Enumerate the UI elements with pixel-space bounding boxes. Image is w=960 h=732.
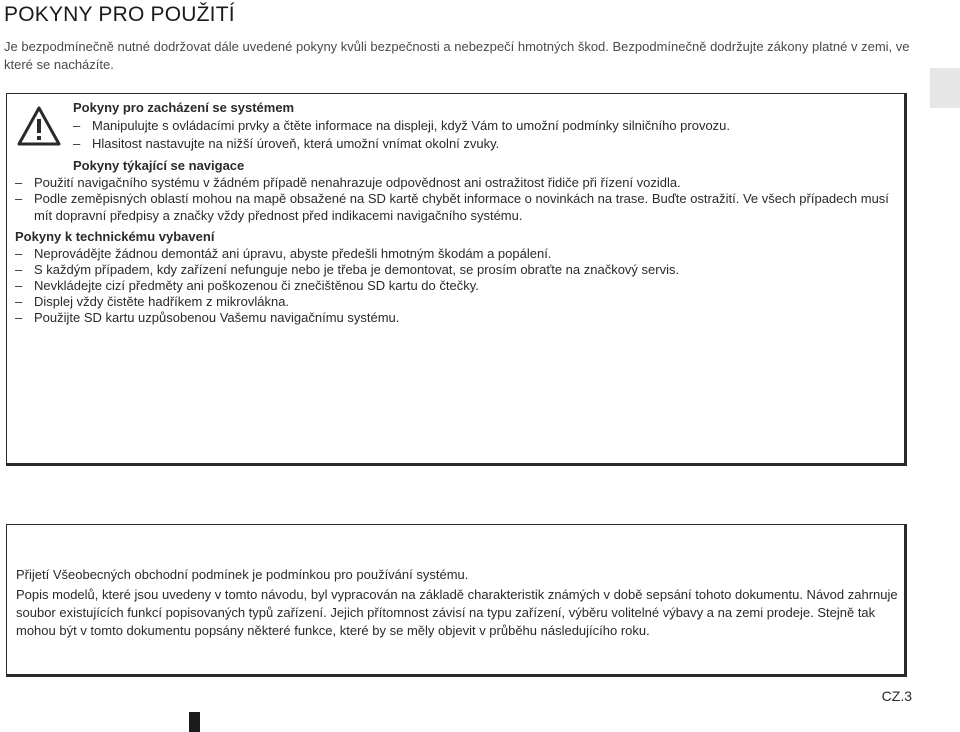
bullet-dash: – — [15, 246, 23, 261]
warning-box — [6, 93, 907, 466]
description-paragraph: Popis modelů, které jsou uvedeny v tomto návodu, byl vypracován na základě charakteristik známých v době sepsání tohoto dokumentu. Návod zahrnuje soubor existujících funkcí popisovaných typů zařízení. Jejich přítomnost závisí na typu zařízení, výběru volitelné výbavy a na zemi prodeje. Stejně tak mohou být v tomto dokumentu popsány některé funkce, které by se měly objevit v průběhu následujícího roku. — [16, 587, 898, 638]
list-item — [15, 190, 895, 224]
list-item-text: Neprovádějte žádnou demontáž ani úpravu, abyste předešli hmotným škodám a popálení. — [34, 246, 552, 261]
bullet-dash: – — [73, 118, 81, 133]
intro-paragraph: Je bezpodmínečně nutné dodržovat dále uvedené pokyny kvůli bezpečnosti a nebezpečí hmotných škod. Bezpodmínečně dodržujte zákony platné v zemi, ve které se nacházíte. — [4, 39, 910, 72]
section-title-navigation: Pokyny týkající se navigace — [73, 158, 245, 173]
list-item — [15, 293, 895, 310]
list-item — [73, 135, 893, 152]
bullet-dash: – — [73, 136, 81, 151]
bullet-dash: – — [15, 294, 23, 309]
list-item-text: Podle zeměpisných oblastí mohou na mapě obsažené na SD kartě chybět informace o novinkách na trase. Buďte ostražití. Ve všech případech musí mít dopravní předpisy a značky vždy přednost před indikacemi navigačního systému. — [34, 191, 889, 223]
list-item-text: Hlasitost nastavujte na nižší úroveň, která umožní vnímat okolní zvuky. — [92, 136, 500, 151]
bullet-dash: – — [15, 278, 23, 293]
page-number: CZ.3 — [881, 688, 912, 704]
section-tab-marker — [930, 68, 960, 108]
bullet-dash: – — [15, 191, 23, 206]
list-item — [15, 245, 895, 262]
footer-marker — [189, 712, 200, 732]
list-item — [15, 277, 895, 294]
list-item — [73, 117, 893, 134]
section-title-system: Pokyny pro zacházení se systémem — [73, 100, 295, 115]
bullet-dash: – — [15, 262, 23, 277]
list-item — [15, 174, 895, 191]
list-item-text: Manipulujte s ovládacími prvky a čtěte informace na displeji, když Vám to umožní podmínky silničního provozu. — [92, 118, 731, 133]
list-item-text: S každým případem, kdy zařízení nefunguje nebo je třeba je demontovat, se prosím obraťte na značkový servis. — [34, 262, 680, 277]
section-title-equipment: Pokyny k technickému vybavení — [15, 229, 215, 244]
list-item-text: Displej vždy čistěte hadříkem z mikrovlákna. — [34, 294, 290, 309]
terms-paragraph: Přijetí Všeobecných obchodní podmínek je podmínkou pro používání systému. — [16, 567, 469, 582]
page-title: POKYNY PRO POUŽITÍ — [4, 3, 235, 26]
list-item-text: Nevkládejte cizí předměty ani poškozenou či znečištěnou SD kartu do čtečky. — [34, 278, 479, 293]
list-item — [15, 309, 895, 326]
list-item-text: Použijte SD kartu uzpůsobenou Vašemu navigačnímu systému. — [34, 310, 400, 325]
bullet-dash: – — [15, 310, 23, 325]
list-item-text: Použití navigačního systému v žádném případě nenahrazuje odpovědnost ani ostražitost řidiče při řízení vozidla. — [34, 175, 681, 190]
bullet-dash: – — [15, 175, 23, 190]
terms-box — [6, 524, 907, 677]
warning-triangle-icon — [17, 106, 61, 146]
list-item — [15, 261, 895, 278]
